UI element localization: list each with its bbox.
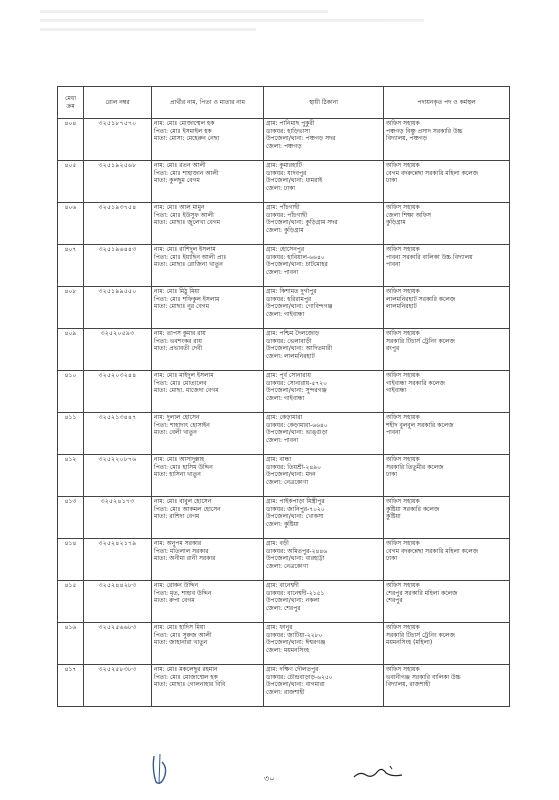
serial-cell: ৪১৬ — [58, 623, 84, 665]
address-line: গ্রাম: হোসেনপুর — [266, 246, 305, 253]
post-cell — [384, 623, 510, 665]
roll-cell: ৩২৫১৯৬৪৪৩ — [84, 245, 152, 287]
address-line: গ্রাম: কুমারহাটি — [266, 162, 302, 169]
post-cell — [384, 455, 510, 497]
address-line: উপজেলা/থানা: মদন — [266, 471, 316, 478]
address-line: উপজেলা/থানা: ঈশ্বরগঞ্জ — [266, 639, 326, 646]
post-line: পাবনা — [386, 261, 401, 268]
address-cell — [264, 665, 384, 707]
address-line: ডাকঘর: যাদবপুর — [266, 169, 307, 177]
post-cell — [384, 581, 510, 623]
post-cell — [384, 539, 510, 581]
table-body — [58, 119, 510, 707]
candidate-name-cell — [152, 161, 264, 203]
address-cell — [264, 413, 384, 455]
table-row — [58, 413, 510, 455]
address-line: উপজেলা/থানা: পঞ্চগড় সদর — [266, 135, 336, 142]
address-cell — [264, 371, 384, 413]
name-line: নাম: মোঃ রাশিদুল ইসলাম — [154, 246, 216, 253]
candidate-name-cell — [152, 329, 264, 371]
address-cell — [264, 329, 384, 371]
address-line: ডাকঘর: হাবিয়াল-৬৬৪০ — [266, 253, 325, 261]
post-line: পঞ্চগড় বিষ্ণু প্রসাদ সরকারি উচ্চ — [386, 127, 463, 135]
table-row — [58, 161, 510, 203]
name-line: নাম: মোঃ মাইদুল ইসলাম — [154, 372, 214, 379]
address-line: উপজেলা/থানা: ধামরাই — [266, 177, 323, 184]
name-line: মাতা: কুলছুম বেগম — [154, 177, 200, 184]
address-cell — [264, 161, 384, 203]
table-row — [58, 581, 510, 623]
address-cell — [264, 581, 384, 623]
address-line: ডাকঘর: হরিরামপুর — [266, 295, 312, 303]
candidate-name-cell — [152, 287, 264, 329]
address-line: জেলা: গাইবান্ধা — [266, 310, 305, 318]
name-line: মাতা: হাসিনা খাতুন — [154, 471, 201, 478]
address-line: ডাকঘর: হাড়িভাসা — [266, 127, 311, 135]
table-row — [58, 455, 510, 497]
serial-cell: ৪১৫ — [58, 581, 84, 623]
name-line: পিতা: মোঃ শাহাজান আলী — [154, 169, 219, 177]
name-line: পিতা: মৃত, শাহাব উদ্দিন — [154, 589, 212, 597]
address-line: জেলা: পঞ্চগড় — [266, 142, 302, 150]
candidate-name-cell — [152, 371, 264, 413]
table-row — [58, 539, 510, 581]
name-line: পিতা: মোঃ হাসিম উদ্দিন — [154, 463, 213, 471]
roll-cell: ৩২৫২৪১৭৩ — [84, 497, 152, 539]
address-line: জেলা: পাবনা — [266, 268, 299, 276]
roll-cell: ৩২৫২০৫৯৩ — [84, 329, 152, 371]
table-row — [58, 287, 510, 329]
header-roll: রোল নম্বর — [84, 87, 152, 119]
table-row — [58, 245, 510, 287]
serial-cell: ৪০৬ — [58, 203, 84, 245]
post-cell — [384, 287, 510, 329]
roll-cell: ৩২৫১৯৩৭৫৪ — [84, 203, 152, 245]
address-line: গ্রাম: বড়ী — [266, 540, 289, 547]
address-cell — [264, 245, 384, 287]
post-line: গাইবান্ধা সরকারি কলেজ — [386, 379, 445, 387]
roll-cell: ৩২৫২৪৪২৮৩ — [84, 581, 152, 623]
post-line: অফিস সহায়ক — [386, 666, 420, 673]
address-line: উপজেলা/থানা: গোবিন্দগঞ্জ — [266, 303, 333, 310]
post-line: পাবনা সরকারি বালিকা উচ্চ বিদ্যালয় — [386, 253, 473, 261]
header-name: প্রার্থীর নাম, পিতা ও মাতার নাম — [152, 87, 264, 119]
address-line: গ্রাম: পশ্চিম দৈলজোড় — [266, 330, 320, 337]
roll-cell: ৩২৫২৪২১৭৯ — [84, 539, 152, 581]
post-cell — [384, 245, 510, 287]
table-row — [58, 665, 510, 707]
roll-cell: ৩২৫১৮৭৫৭০ — [84, 119, 152, 161]
table-row — [58, 119, 510, 161]
post-cell — [384, 413, 510, 455]
name-line: পিতা: মোঃ ইউসুফ আলী — [154, 211, 214, 219]
name-line: পিতা: মোঃ আকমল হোসেন — [154, 505, 221, 513]
post-line: অফিস সহায়ক — [386, 162, 420, 169]
address-line: ডাকঘর: কেড়ামারা-৬৬৪০ — [266, 421, 328, 429]
post-line: কুষ্টিয়া সরকারি কলেজ — [386, 505, 440, 513]
page-number: ৩০ — [264, 774, 275, 783]
name-line: মাতা: অনীমা রানী সরকার — [154, 555, 216, 562]
table-row — [58, 623, 510, 665]
post-line: অফিস সহায়ক — [386, 330, 420, 337]
post-line: বেগম বদরুন্নেছা সরকারি মহিলা কলেজ — [386, 169, 479, 177]
address-line: জেলা: শেরপুর — [266, 604, 301, 612]
name-line: পিতা: ভবশংকর রায় — [154, 337, 202, 345]
address-cell — [264, 497, 384, 539]
address-line: গ্রাম: ফানুর — [266, 624, 293, 631]
address-line: উপজেলা/থানা: বাগমারা — [266, 681, 325, 688]
post-line: অফিস সহায়ক — [386, 414, 420, 421]
table-row — [58, 371, 510, 413]
table-row — [58, 497, 510, 539]
post-line: শেরপুর — [386, 597, 403, 604]
name-line: মাতা: বেলী খাতুন — [154, 429, 197, 436]
name-line: নাম: তাপস কুমার রায় — [154, 330, 206, 337]
post-line: সরকারি টিচার্স ট্রেনিং কলেজ — [386, 631, 455, 639]
table-row — [58, 203, 510, 245]
serial-cell: ৪১১ — [58, 413, 84, 455]
candidate-name-cell — [152, 455, 264, 497]
post-line: বিদ্যালয়, পঞ্চগড় — [386, 135, 428, 142]
address-line: ডাকঘর: চৌন্দ্রবাড়াড়-৬২৫০ — [266, 673, 333, 681]
post-cell — [384, 119, 510, 161]
address-line: ডাকঘর: পাঁচগাছী — [266, 211, 308, 219]
name-line: পিতা: শাহাদাৎ হোসাইন — [154, 421, 210, 429]
name-line: মাতা: জাহানারা খাতুন — [154, 639, 208, 646]
address-line: গ্রাম: পানিমাছ পুকুরী — [266, 120, 315, 127]
address-line: জেলা: ময়মনসিংহ — [266, 646, 310, 654]
post-cell — [384, 329, 510, 371]
serial-cell: ৪১০ — [58, 371, 84, 413]
post-line: অফিস সহায়ক — [386, 456, 420, 463]
table-header-row — [58, 87, 510, 119]
post-line: কুষ্টিয়া — [386, 513, 401, 520]
name-line: পিতা: মোঃ মোজাম্মেল হক — [154, 673, 218, 681]
name-line: নাম: মোঃ আল মামুন — [154, 204, 205, 211]
candidate-table — [57, 86, 510, 707]
candidate-name-cell — [152, 203, 264, 245]
candidate-name-cell — [152, 245, 264, 287]
name-line: মাতা: মোছাঃ জুলেখা বেগম — [154, 219, 221, 226]
address-line: উপজেলা/থানা: খোকসা — [266, 513, 324, 520]
address-cell — [264, 203, 384, 245]
name-line: নাম: মোঃ বাবুল হোসেন — [154, 498, 212, 505]
address-cell — [264, 539, 384, 581]
name-line: নাম: মোঃ মিঠু মিয়া — [154, 288, 200, 295]
candidate-name-cell — [152, 497, 264, 539]
address-line: গ্রাম: বান্ধা — [266, 456, 292, 463]
post-line: কুড়িগ্রাম — [386, 219, 406, 226]
serial-cell: ৪০৫ — [58, 161, 84, 203]
post-cell — [384, 161, 510, 203]
name-line: নাম: মোঃ হাদিস মিয়া — [154, 624, 206, 631]
signature-right — [352, 763, 404, 783]
post-line: ঢাকা — [386, 555, 398, 562]
name-line: পিতা: মোঃ মোতালেব — [154, 379, 207, 387]
post-line: অফিস সহায়ক — [386, 288, 420, 295]
name-line: নাম: অনুপম সরকার — [154, 540, 202, 547]
bleed-through-text — [40, 4, 520, 44]
post-cell — [384, 203, 510, 245]
address-line: ডাকঘর: ভেলাবাড়ী — [266, 337, 312, 345]
name-line: মাতা: রুপা বেগম — [154, 597, 195, 604]
name-line: মাতা: মোছাঃ গোলনাহার বিবি — [154, 681, 226, 688]
address-line: ডাকঘর: সোনারায়-৫৭২০ — [266, 379, 328, 387]
candidate-name-cell — [152, 413, 264, 455]
address-line: জেলা: পাবনা — [266, 436, 299, 444]
address-line: উপজেলা/থানা: চাটমোহর — [266, 261, 328, 268]
candidate-name-cell — [152, 623, 264, 665]
signature-left — [150, 752, 172, 788]
address-line: ডাকঘর: বানেশ্বদী-২১৫১ — [266, 589, 325, 597]
name-line: নাম: রোকন উদ্দিন — [154, 582, 199, 589]
post-cell — [384, 665, 510, 707]
name-line: নাম: মোঃ আসাদুল্লাহ — [154, 456, 205, 463]
table-row — [58, 329, 510, 371]
post-line: ঢাকা — [386, 177, 398, 184]
post-cell — [384, 371, 510, 413]
post-line: অফিস সহায়ক — [386, 246, 420, 253]
post-line: অফিস সহায়ক — [386, 624, 420, 631]
serial-cell: ৪১২ — [58, 455, 84, 497]
address-line: জেলা: কুড়িগ্রাম — [266, 226, 304, 234]
address-line: জেলা: রাজশাহী — [266, 688, 305, 696]
post-line: সরকারি টিচার্স ট্রেনিং কলেজ — [386, 337, 455, 345]
address-line: গ্রাম: কেড়ামারা — [266, 414, 303, 421]
address-line: জেলা: ঢাকা — [266, 184, 296, 192]
address-line: উপজেলা/থানা: ভাঙ্গুড়া — [266, 429, 328, 436]
name-line: পিতা: মোঃ শফিকুল ইসলাম — [154, 295, 220, 303]
name-line: মাতা: প্রভাবতী দেবী — [154, 345, 203, 352]
post-line: শেরপুর সরকারি মহিলা কলেজ — [386, 589, 458, 597]
address-cell — [264, 455, 384, 497]
name-line: মাতা: মোছাঃ নুর বেগম — [154, 303, 210, 310]
name-line: নাম: মোঃ মোজাম্মেল হক — [154, 120, 215, 127]
post-line: বেগম বদরুন্নেছা সরকারি মহিলা কলেজ — [386, 547, 479, 555]
roll-cell: ৩২৫২২০৮৭৬ — [84, 455, 152, 497]
name-line: মাতা: মোসা: মেহেরুন নেছা — [154, 135, 220, 142]
serial-cell: ৪০৪ — [58, 119, 84, 161]
address-line: ডাকঘর: তিয়শ্রী-২৪৯০ — [266, 463, 322, 471]
address-line: উপজেলা/থানা: নকলা — [266, 597, 320, 604]
address-line: উপজেলা/থানা: বারহাট্টা — [266, 555, 325, 562]
name-line: নাম: মোঃ মকলেছুর রহমান — [154, 666, 218, 673]
post-line: সরকারি তিতুমীর কলেজ — [386, 463, 444, 471]
roll-cell: ৩২৫২১৩৪৪৭ — [84, 413, 152, 455]
post-line: অফিস সহায়ক — [386, 204, 420, 211]
serial-cell: ৪০৯ — [58, 329, 84, 371]
serial-cell: ৪০৮ — [58, 287, 84, 329]
post-line: গাইবান্ধা — [386, 387, 407, 394]
roll-cell: ৩২৫১৯৯৫৫০ — [84, 287, 152, 329]
roll-cell: ৩২৫১৯২৫৬৮ — [84, 161, 152, 203]
candidate-name-cell — [152, 539, 264, 581]
name-line: মাতা: রাশিদা বেগম — [154, 513, 200, 520]
address-line: জেলা: লালমনিরহাট — [266, 352, 315, 360]
name-line: পিতা: মোঃ ইসমাইল হক — [154, 127, 212, 135]
address-line: উপজেলা/থানা: আদিতমারী — [266, 345, 333, 352]
name-line: মাতা: মোছাঃ রোজিনা খাতুন — [154, 261, 223, 268]
name-line: নাম: মোঃ রতন আলী — [154, 162, 206, 169]
roll-cell: ৩২৫২৫৬৬৮৩ — [84, 623, 152, 665]
address-line: গ্রাম: কিশামত দুর্গাপুর — [266, 288, 317, 295]
post-line: অফিস সহায়ক — [386, 498, 420, 505]
address-line: উপজেলা/থানা: কুড়িগ্রাম সদর — [266, 219, 338, 226]
address-line: গ্রাম: পাইকপাড়া মিস্ত্রীপুর — [266, 498, 325, 505]
serial-cell: ৪১৭ — [58, 665, 84, 707]
post-line: অফিস সহায়ক — [386, 372, 420, 379]
address-line: ডাকঘর: জানিপুর-৭০২০ — [266, 505, 325, 513]
address-line: জেলা: নেত্রকোণা — [266, 478, 309, 486]
post-line: রংপুর — [386, 345, 400, 352]
post-line: জেলা শিক্ষা অফিস — [386, 211, 431, 219]
post-line: ঢাকা — [386, 471, 398, 478]
post-line: শহীদ বুলবুল সরকারি কলেজ — [386, 421, 454, 429]
address-line: গ্রাম: পূর্ব সোনারায় — [266, 372, 311, 379]
header-address: স্থায়ী ঠিকানা — [264, 87, 384, 119]
serial-cell: ৪১৩ — [58, 497, 84, 539]
post-line: লালমনিরহাট — [386, 303, 417, 310]
roll-cell: ৩২৫২৫৮৩৮৩ — [84, 665, 152, 707]
name-line: পিতা: মোঃ সুরুজ আলী — [154, 631, 212, 639]
address-cell — [264, 287, 384, 329]
post-line: লালমনিরহাট সরকারি কলেজ — [386, 295, 456, 303]
name-line: পিতা: মোঃ ইয়াছিন আলী প্রাঃ — [154, 253, 227, 261]
roll-cell: ৩২৫২০৩২৪৪ — [84, 371, 152, 413]
candidate-name-cell — [152, 665, 264, 707]
address-line: গ্রাম: দক্ষিণ দৌলতপুর — [266, 666, 319, 673]
address-line: গ্রাম: বানেশ্বদী — [266, 582, 299, 589]
post-line: অফিস সহায়ক — [386, 120, 420, 127]
candidate-name-cell — [152, 119, 264, 161]
name-line: পিতা: মতিলাল সরকার — [154, 547, 209, 555]
address-cell — [264, 623, 384, 665]
post-line: অফিস সহায়ক — [386, 582, 420, 589]
name-line: নাম: দুলাল হোসেন — [154, 414, 200, 421]
name-line: মাতা: মোছা. মাজেদা বেগম — [154, 387, 219, 394]
post-line: বিদ্যালয়, রাজশাহী — [386, 681, 431, 688]
address-line: ডাকঘর: অমিতপুর-২৪৪৬ — [266, 547, 328, 555]
post-line: ময়মনসিংহ (মহিলা) — [386, 639, 433, 646]
post-line: ভবানীগঞ্জ সরকারি বালিকা উচ্চ — [386, 673, 461, 681]
address-line: জেলা: গাইবান্ধা — [266, 394, 305, 402]
address-line: গ্রাম: পাঁচগাছী — [266, 204, 300, 211]
address-line: জেলা: কুষ্টিয়া — [266, 520, 299, 528]
serial-cell: ৪১৪ — [58, 539, 84, 581]
candidate-name-cell — [152, 581, 264, 623]
serial-cell: ৪০৭ — [58, 245, 84, 287]
address-cell — [264, 119, 384, 161]
header-serial: মেধা ক্রম — [58, 87, 84, 119]
address-line: জেলা: নেত্রকোণা — [266, 562, 309, 570]
post-cell — [384, 497, 510, 539]
post-line: পাবনা — [386, 429, 401, 436]
header-post: পদায়নকৃত পদ ও কর্মস্থল — [384, 87, 510, 119]
address-line: উপজেলা/থানা: সুন্দরগঞ্জ — [266, 387, 327, 394]
address-line: ডাকঘর: জাটিয়া-২২৮০ — [266, 631, 323, 639]
post-line: অফিস সহায়ক — [386, 540, 420, 547]
